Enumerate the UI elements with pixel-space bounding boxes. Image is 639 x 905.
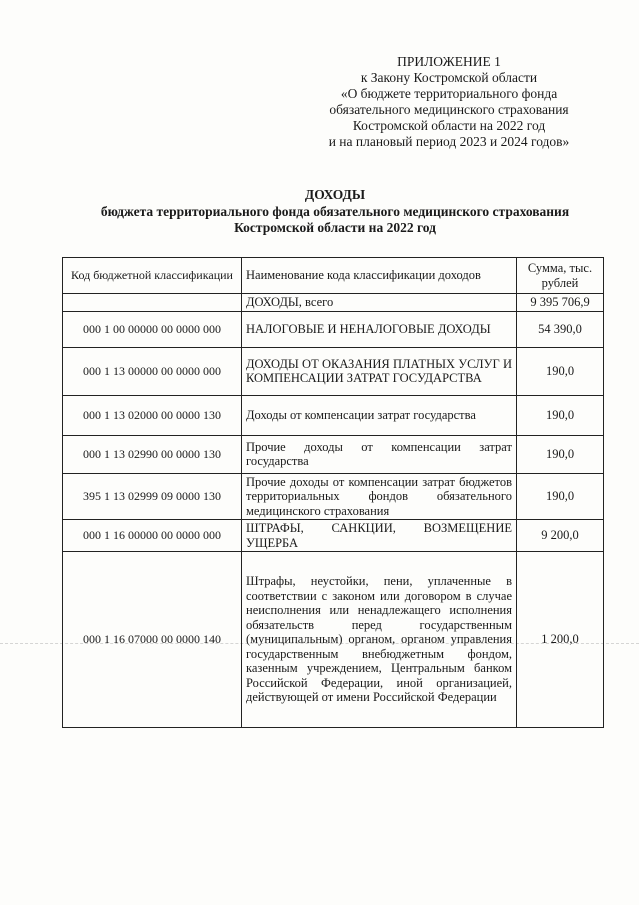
row-name: Прочие доходы от компенсации затрат государства xyxy=(242,435,517,473)
appendix-line: и на плановый период 2023 и 2024 годов» xyxy=(328,134,570,149)
row-code: 000 1 16 07000 00 0000 140 xyxy=(63,552,242,728)
document-title xyxy=(50,187,620,237)
row-name: Прочие доходы от компенсации затрат бюджетов территориальных фондов обязательного медицинского страхования xyxy=(242,473,517,520)
row-amount: 54 390,0 xyxy=(517,311,604,347)
appendix-line: «О бюджете территориального фонда xyxy=(340,86,558,101)
header-code: Код бюджетной классификации xyxy=(63,258,242,294)
row-amount: 190,0 xyxy=(517,473,604,520)
row-amount: 1 200,0 xyxy=(517,552,604,728)
row-amount: 9 200,0 xyxy=(517,520,604,552)
total-label: ДОХОДЫ, всего xyxy=(242,294,517,312)
row-amount: 190,0 xyxy=(517,435,604,473)
row-amount: 190,0 xyxy=(517,347,604,395)
table-row xyxy=(63,395,604,435)
title-line: бюджета территориального фонда обязательного медицинского страхования xyxy=(100,203,570,219)
table-total-row xyxy=(63,294,604,312)
table-header-row xyxy=(63,258,604,294)
total-code-cell xyxy=(63,294,242,312)
table-row xyxy=(63,552,604,728)
appendix-line: обязательного медицинского страхования xyxy=(329,102,569,117)
row-code: 000 1 00 00000 00 0000 000 xyxy=(63,311,242,347)
table-row xyxy=(63,520,604,552)
row-code: 395 1 13 02999 09 0000 130 xyxy=(63,473,242,520)
row-code: 000 1 16 00000 00 0000 000 xyxy=(63,520,242,552)
total-amount: 9 395 706,9 xyxy=(517,294,604,312)
appendix-line: Костромской области на 2022 год xyxy=(352,118,546,133)
header-amount: Сумма, тыс. рублей xyxy=(517,258,604,294)
appendix-block xyxy=(299,54,599,150)
row-name: ШТРАФЫ, САНКЦИИ, ВОЗМЕЩЕНИЕ УЩЕРБА xyxy=(242,520,517,552)
row-name: Доходы от компенсации затрат государства xyxy=(242,395,517,435)
row-code: 000 1 13 02990 00 0000 130 xyxy=(63,435,242,473)
appendix-line: к Закону Костромской области xyxy=(360,70,538,85)
title-line: Костромской области на 2022 год xyxy=(234,220,436,235)
row-amount: 190,0 xyxy=(517,395,604,435)
table-row xyxy=(63,435,604,473)
appendix-line: ПРИЛОЖЕНИЕ 1 xyxy=(397,54,501,69)
row-code: 000 1 13 02000 00 0000 130 xyxy=(63,395,242,435)
table-row xyxy=(63,311,604,347)
row-name: ДОХОДЫ ОТ ОКАЗАНИЯ ПЛАТНЫХ УСЛУГ И КОМПЕНСАЦИИ ЗАТРАТ ГОСУДАРСТВА xyxy=(242,347,517,395)
row-code: 000 1 13 00000 00 0000 000 xyxy=(63,347,242,395)
income-table xyxy=(62,257,604,728)
header-name: Наименование кода классификации доходов xyxy=(242,258,517,294)
table-row xyxy=(63,347,604,395)
row-name: Штрафы, неустойки, пени, уплаченные в соответствии с законом или договором в случае неисполнения или ненадлежащего исполнения обязательств перед государственным (муниципальным) органом, органом управления государственным внебюджетным фондом, казенным учреждением, Центральным банком Российской Федерации, иной организацией, действующей от имени Российской Федерации xyxy=(242,552,517,728)
row-name: НАЛОГОВЫЕ И НЕНАЛОГОВЫЕ ДОХОДЫ xyxy=(242,311,517,347)
title-line: ДОХОДЫ xyxy=(304,187,366,202)
table-row xyxy=(63,473,604,520)
